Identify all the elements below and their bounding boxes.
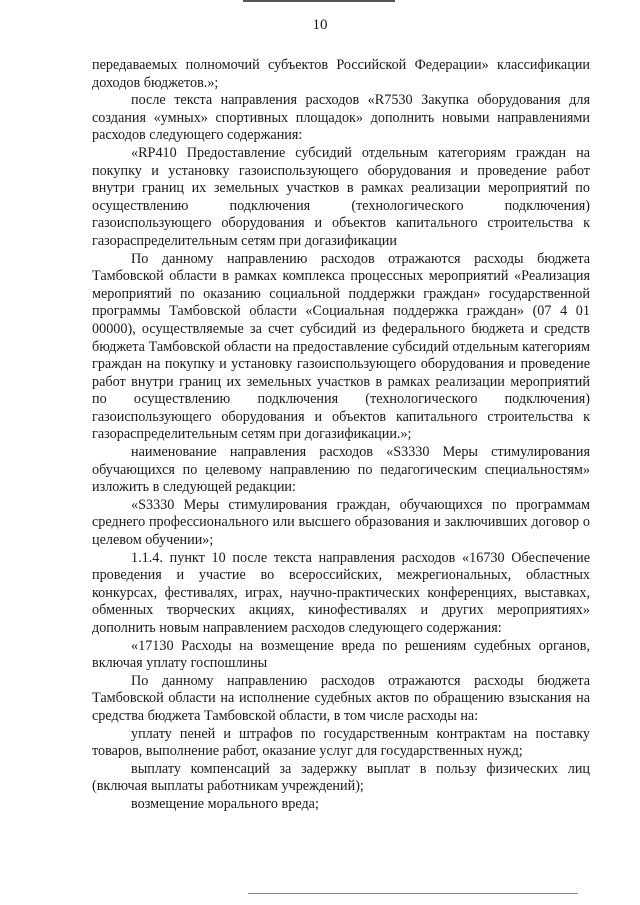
document-body <box>92 57 590 814</box>
paragraph: 1.1.4. пункт 10 после текста направления расходов «16730 Обеспечение проведения и участие во всероссийских, межрегиональных, областных конкурсах, фестивалях, играх, научно-практических конференциях, выставках, обменных творческих акциях, кинофестивалях и других мероприятиях» дополнить новым направлением расходов следующего содержания: <box>92 549 590 636</box>
paragraph: «RP410 Предоставление субсидий отдельным категориям граждан на покупку и установку газоиспользующего оборудования и проведение работ внутри границ их земельных участков в рамках реализации мероприятий по осуществлению подключения (технологического подключения) газоиспользующего оборудования и объектов капитального строительства к газораспределительным сетям при догазификации <box>92 144 590 249</box>
paragraph: По данному направлению расходов отражаются расходы бюджета Тамбовской области на исполнение судебных актов по обращению взыскания на средства бюджета Тамбовской области, в том числе расходы на: <box>92 672 590 724</box>
paragraph: передаваемых полномочий субъектов Российской Федерации» классификации доходов бюджетов.»; <box>92 57 590 91</box>
paragraph: По данному направлению расходов отражаются расходы бюджета Тамбовской области в рамках комплекса процессных мероприятий «Реализация мероприятий по оказанию социальной поддержки граждан» государственной программы Тамбовской области «Социальная поддержка граждан» (07 4 01 00000), осуществляемые за счет субсидий из федерального бюджета и средств бюджета Тамбовской области на предоставление субсидий отдельным категориям граждан на покупку и установку газоиспользующего оборудования и проведение работ внутри границ их земельных участков в рамках реализации мероприятий по осуществлению подключения (технологического подключения) газоиспользующего оборудования и объектов капитального строительства к газораспределительным сетям при догазификации.»; <box>92 250 590 443</box>
paragraph: наименование направления расходов «S3330 Меры стимулирования обучающихся по целевому направлению по педагогическим специальностям» изложить в следующей редакции: <box>92 444 590 496</box>
paragraph: выплату компенсаций за задержку выплат в пользу физических лиц (включая выплаты работникам учреждений); <box>92 760 590 795</box>
top-rule <box>243 0 395 2</box>
page-number: 10 <box>312 17 328 33</box>
paragraph: после текста направления расходов «R7530 Закупка оборудования для создания «умных» спортивных площадок» дополнить новыми направлениями расходов следующего содержания: <box>92 92 590 144</box>
paragraph: возмещение морального вреда; <box>131 795 319 812</box>
paragraph: уплату пеней и штрафов по государственным контрактам на поставку товаров, выполнение работ, оказание услуг для государственных нужд; <box>92 725 590 760</box>
paragraph: «S3330 Меры стимулирования граждан, обучающихся по программам среднего профессионального или высшего образования и заключивших договор о целевом обучении»; <box>92 496 590 549</box>
bottom-rule <box>248 893 578 894</box>
paragraph: «17130 Расходы на возмещение вреда по решениям судебных органов, включая уплату госпошлины <box>92 637 590 672</box>
